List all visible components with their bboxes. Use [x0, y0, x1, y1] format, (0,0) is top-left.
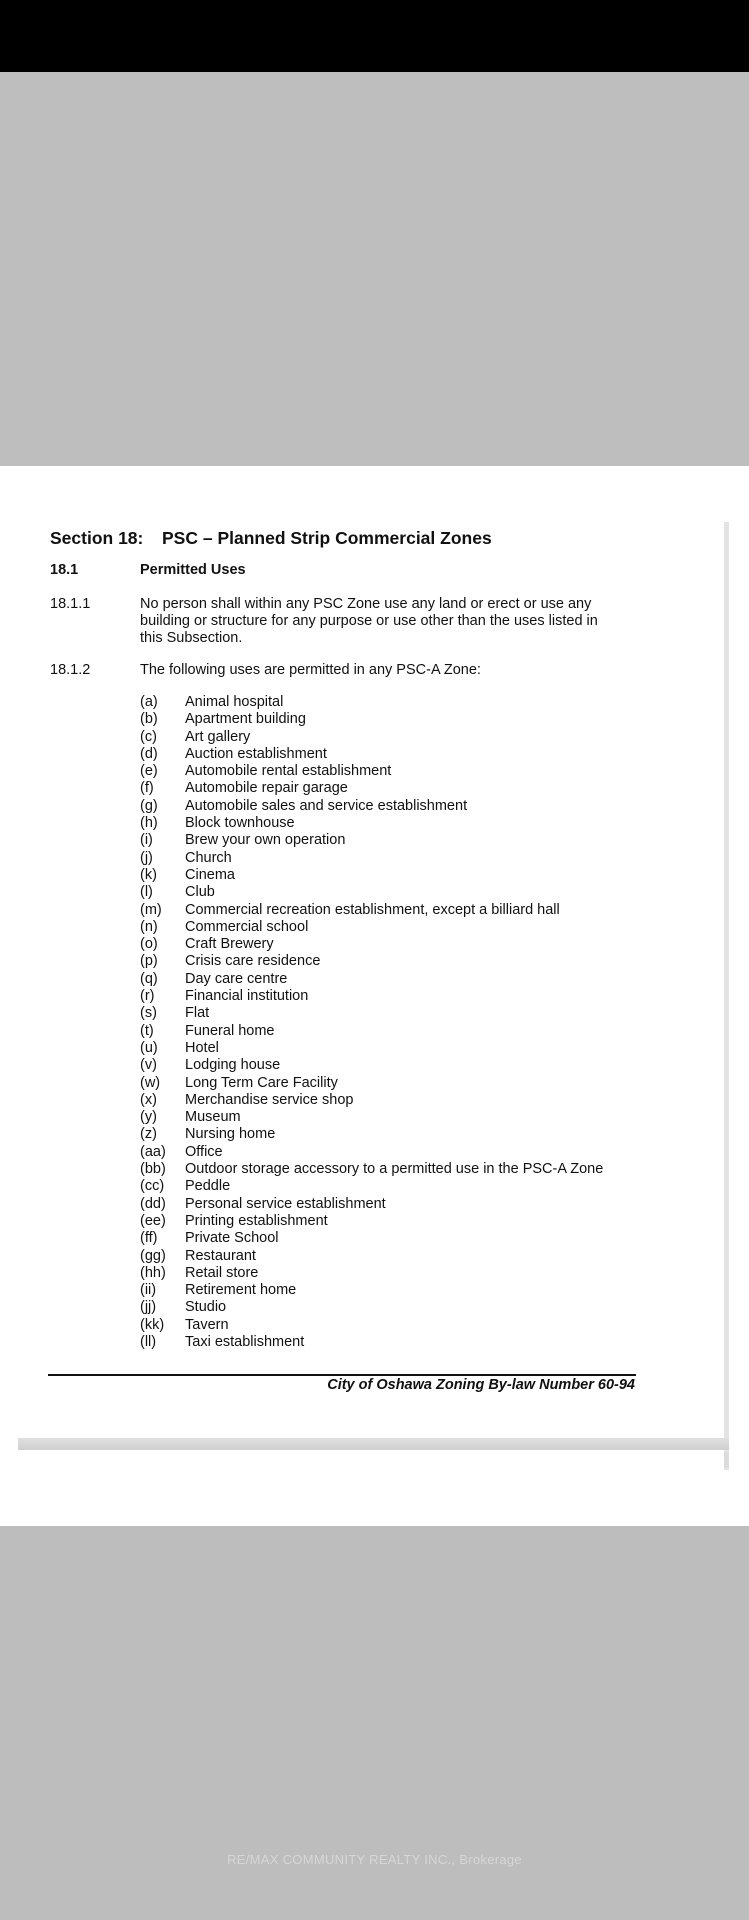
- list-item-text: Flat: [185, 1005, 210, 1022]
- list-item-label: (u): [140, 1039, 158, 1056]
- list-item-label: (aa): [140, 1143, 166, 1160]
- list-item: [140, 1144, 603, 1161]
- list-item: [140, 832, 603, 849]
- list-item: [140, 1057, 603, 1074]
- list-item-label: (o): [140, 936, 158, 953]
- list-item: [140, 867, 603, 884]
- list-item-text: Tavern: [185, 1316, 229, 1333]
- list-item-text: Auction establishment: [185, 745, 327, 762]
- list-item: [140, 1299, 603, 1316]
- list-item-label: (r): [140, 988, 155, 1005]
- list-item: [140, 815, 603, 832]
- list-item-text: Automobile repair garage: [185, 780, 348, 797]
- section-number: Section 18:: [50, 528, 144, 548]
- list-item-text: Long Term Care Facility: [185, 1074, 338, 1091]
- clause-line: this Subsection.: [140, 630, 243, 646]
- list-item-label: (b): [140, 711, 158, 728]
- list-item-text: Commercial recreation establishment, except a billiard hall: [185, 901, 560, 918]
- list-item-text: Private School: [185, 1230, 279, 1247]
- list-item-text: Taxi establishment: [185, 1333, 305, 1350]
- list-item-text: Block townhouse: [185, 815, 295, 832]
- page-edge-bottom: [18, 1438, 729, 1450]
- list-item-text: Art gallery: [185, 728, 251, 745]
- list-item-text: Day care centre: [185, 970, 288, 987]
- list-item-label: (e): [140, 763, 158, 780]
- list-item: [140, 1196, 603, 1213]
- list-item-label: (dd): [140, 1195, 166, 1212]
- list-item: [140, 1109, 603, 1126]
- list-item-text: Cinema: [185, 866, 235, 883]
- list-item-text: Brew your own operation: [185, 832, 346, 849]
- list-item-text: Nursing home: [185, 1126, 276, 1143]
- list-item-label: (i): [140, 832, 153, 849]
- list-item-label: (gg): [140, 1247, 166, 1264]
- list-item-text: Club: [185, 884, 215, 901]
- list-item-text: Craft Brewery: [185, 936, 274, 953]
- list-item: [140, 694, 603, 711]
- list-item-text: Office: [185, 1143, 223, 1160]
- list-item: [140, 729, 603, 746]
- footer-text: City of Oshawa Zoning By-law Number 60-94: [327, 1377, 635, 1393]
- list-item-text: Personal service establishment: [185, 1195, 386, 1212]
- list-item-text: Restaurant: [185, 1247, 256, 1264]
- list-item-text: Museum: [185, 1109, 241, 1126]
- list-item-label: (ee): [140, 1212, 166, 1229]
- list-item: [140, 953, 603, 970]
- subsection-number: 18.1: [50, 562, 79, 578]
- list-item: [140, 1126, 603, 1143]
- list-item: [140, 988, 603, 1005]
- list-item: [140, 850, 603, 867]
- page-edge-right-lower: [724, 1452, 729, 1468]
- list-item-text: Peddle: [185, 1178, 231, 1195]
- list-item-label: (ll): [140, 1333, 157, 1350]
- list-item-text: Lodging house: [185, 1057, 281, 1074]
- top-gray-area: [0, 72, 749, 466]
- list-item-label: (bb): [140, 1161, 166, 1178]
- list-item: [140, 746, 603, 763]
- list-item-text: Outdoor storage accessory to a permitted use in the PSC-A Zone: [185, 1161, 604, 1178]
- list-item-text: Apartment building: [185, 711, 306, 728]
- section-name: PSC – Planned Strip Commercial Zones: [162, 528, 492, 548]
- list-item-label: (ii): [140, 1282, 157, 1299]
- list-item: [140, 1040, 603, 1057]
- list-item: [140, 884, 603, 901]
- page-edge-right: [724, 522, 729, 1470]
- list-item: [140, 1317, 603, 1334]
- list-item: [140, 711, 603, 728]
- list-item: [140, 902, 603, 919]
- brokerage-watermark: RE/MAX COMMUNITY REALTY INC., Brokerage: [227, 1852, 522, 1867]
- list-item-label: (q): [140, 970, 158, 987]
- clause-line: building or structure for any purpose or use other than the uses listed in: [140, 613, 598, 629]
- list-item-text: Commercial school: [185, 918, 309, 935]
- list-item-label: (j): [140, 849, 153, 866]
- list-item-label: (d): [140, 745, 158, 762]
- list-item-text: Merchandise service shop: [185, 1091, 354, 1108]
- list-item-text: Automobile rental establishment: [185, 763, 392, 780]
- list-item-text: Funeral home: [185, 1022, 275, 1039]
- list-item-text: Animal hospital: [185, 694, 284, 710]
- list-item-label: (f): [140, 780, 154, 797]
- clause-intro-2: The following uses are permitted in any PSC-A Zone:: [140, 662, 481, 678]
- list-item: [140, 1178, 603, 1195]
- list-item-label: (cc): [140, 1178, 165, 1195]
- list-item: [140, 1161, 603, 1178]
- list-item: [140, 1334, 603, 1351]
- list-item-label: (kk): [140, 1316, 165, 1333]
- list-item-text: Retirement home: [185, 1282, 297, 1299]
- list-item: [140, 763, 603, 780]
- list-item: [140, 1005, 603, 1022]
- list-item: [140, 971, 603, 988]
- list-item-label: (p): [140, 953, 158, 970]
- list-item-label: (jj): [140, 1299, 157, 1316]
- list-item: [140, 1023, 603, 1040]
- clause-text-1: [140, 596, 620, 647]
- list-item-text: Crisis care residence: [185, 953, 321, 970]
- list-item-label: (l): [140, 884, 153, 901]
- list-item-label: (s): [140, 1005, 157, 1022]
- list-item: [140, 1230, 603, 1247]
- list-item-text: Church: [185, 849, 232, 866]
- list-item-label: (n): [140, 918, 158, 935]
- list-item: [140, 1248, 603, 1265]
- section-title: [50, 528, 492, 549]
- list-item-label: (x): [140, 1091, 157, 1108]
- list-item-label: (g): [140, 797, 158, 814]
- list-item-label: (t): [140, 1022, 154, 1039]
- list-item-label: (z): [140, 1126, 157, 1143]
- list-item-label: (c): [140, 728, 157, 745]
- list-item-label: (k): [140, 866, 157, 883]
- list-item: [140, 1092, 603, 1109]
- list-item: [140, 1282, 603, 1299]
- list-item: [140, 919, 603, 936]
- list-item-label: (v): [140, 1057, 157, 1074]
- list-item-label: (w): [140, 1074, 161, 1091]
- list-item: [140, 1213, 603, 1230]
- list-item-label: (m): [140, 901, 162, 918]
- list-item-text: Hotel: [185, 1039, 219, 1056]
- list-item-label: (a): [140, 694, 158, 710]
- top-black-bar: [0, 0, 749, 72]
- list-item-label: (h): [140, 815, 158, 832]
- list-item-text: Retail store: [185, 1264, 259, 1281]
- list-item-label: (ff): [140, 1230, 158, 1247]
- clause-number-1: 18.1.1: [50, 596, 91, 612]
- list-item: [140, 1265, 603, 1282]
- footer-divider: [48, 1374, 636, 1376]
- list-item-text: Financial institution: [185, 988, 309, 1005]
- list-item-text: Printing establishment: [185, 1212, 328, 1229]
- list-item-label: (hh): [140, 1264, 166, 1281]
- list-item: [140, 1075, 603, 1092]
- clause-number-2: 18.1.2: [50, 662, 91, 678]
- list-item-text: Studio: [185, 1299, 227, 1316]
- list-item: [140, 780, 603, 797]
- clause-line: No person shall within any PSC Zone use any land or erect or use any: [140, 596, 592, 612]
- list-item-label: (y): [140, 1109, 157, 1126]
- list-item: [140, 798, 603, 815]
- list-item: [140, 936, 603, 953]
- permitted-uses-list: [140, 694, 603, 1351]
- subsection-title: Permitted Uses: [140, 562, 246, 578]
- list-item-text: Automobile sales and service establishment: [185, 797, 468, 814]
